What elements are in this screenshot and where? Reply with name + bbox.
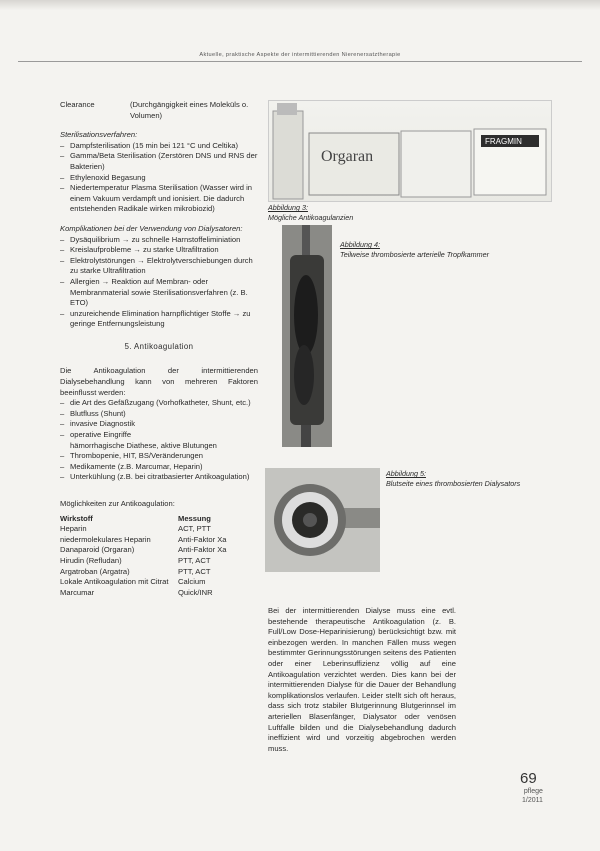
list-item: – Blutfluss (Shunt) bbox=[60, 409, 258, 420]
right-paragraph: Bei der intermittierenden Dialyse muss eine evtl. bestehende therapeutische Antikoagulation (z. B. Full/Low Dose-Heparinisierung) berücksichtigt bzw. mit einbezogen werden. In manchen Fällen muss wegen bestimmter Gerinnungsstörungen seitens des Patienten oder einer Leberinsuffizienz völlig auf eine Antikoagulation verzichtet werden. Dies kann bei der intermittierenden Dialyse für die Dauer der Behandlung komplikationslos verlaufen. Leider stellt sich oft heraus, dass sich trotz stabiler Blutgerinnung Blutgerinnsel im arteriellen Blasenfänger, Dialysator oder venösen Luftfalle bilden und die Dialysebehandlung dadurch ineffizient wird und vorzeitig abgebrochen werden muss. bbox=[268, 606, 456, 753]
figure-title: Abbildung 5: bbox=[386, 469, 426, 478]
clearance-label: Clearance bbox=[60, 100, 95, 109]
table-cell: Calcium bbox=[178, 577, 206, 587]
figure-anticoagulants bbox=[268, 100, 552, 202]
header-rule bbox=[18, 61, 582, 62]
sterilisation-title: Sterilisationsverfahren: bbox=[60, 130, 138, 140]
table-row bbox=[60, 545, 258, 556]
list-item: – Dysäquilibrium → zu schnelle Harnstoffeliminiation bbox=[60, 235, 258, 246]
list-item: hämorrhagische Diathese, aktive Blutungen bbox=[70, 440, 217, 450]
figure-dialyzer bbox=[265, 468, 380, 572]
table-cell: PTT, ACT bbox=[178, 566, 211, 576]
options-title: Möglichkeiten zur Antikoagulation: bbox=[60, 499, 175, 508]
table-row bbox=[60, 567, 258, 578]
anticoag-factors-list bbox=[60, 398, 258, 483]
table-cell: niedermolekulares Heparin bbox=[60, 534, 151, 544]
table-cell: Marcumar bbox=[60, 587, 95, 597]
table-cell: Lokale Antikoagulation mit Citrat bbox=[60, 577, 169, 587]
table-cell: Hirudin (Refludan) bbox=[60, 555, 122, 565]
table-row bbox=[60, 535, 258, 546]
running-header: Aktuelle, praktische Aspekte der intermittierenden Nierenersatztherapie bbox=[199, 52, 401, 58]
table-row bbox=[60, 524, 258, 535]
figure-caption-4 bbox=[340, 240, 545, 259]
table-row bbox=[60, 556, 258, 567]
figure-caption-text: Teilweise thrombosierte arterielle Tropfkammer bbox=[340, 249, 489, 259]
journal-issue: 1/2011 bbox=[522, 797, 543, 804]
complications-list bbox=[60, 235, 258, 330]
table-cell: Heparin bbox=[60, 524, 87, 534]
left-column bbox=[60, 100, 258, 598]
table-row bbox=[60, 588, 258, 599]
list-item: – Thrombopenie, HIT, BS/Veränderungen bbox=[60, 451, 258, 462]
list-item: – operative Eingriffe bbox=[60, 430, 258, 441]
table-cell: Anti-Faktor Xa bbox=[178, 534, 227, 544]
drip-chamber-photo bbox=[282, 225, 332, 447]
list-item: – Gamma/Beta Sterilisation (Zerstören DNS und RNS der Bakterien) bbox=[60, 151, 258, 172]
figure-title: Abbildung 3: bbox=[268, 203, 308, 212]
table-cell: Danaparoid (Orgaran) bbox=[60, 545, 135, 555]
journal-meta bbox=[522, 787, 543, 805]
anticoag-intro: Die Antikoagulation der intermittierenden Dialysebehandlung kann von mehreren Faktoren beeinflusst werden: bbox=[60, 366, 258, 397]
fragmin-label: FRAGMIN bbox=[485, 137, 522, 146]
figure-caption-text: Blutseite eines thrombosierten Dialysators bbox=[386, 478, 521, 488]
dialyzer-photo bbox=[265, 468, 380, 572]
list-item: – die Art des Gefäßzugang (Vorhofkatheter, Shunt, etc.) bbox=[60, 398, 258, 409]
journal-name: pflege bbox=[523, 788, 543, 795]
table-row bbox=[60, 577, 258, 588]
list-item: – Elektrolytstörungen → Elektrolytverschiebungen durch zu starke Ultrafiltration bbox=[60, 256, 258, 277]
complications-section bbox=[60, 224, 258, 330]
anticoagulant-products-illustration bbox=[269, 101, 551, 201]
list-item: – Kreislaufprobleme → zu starke Ultrafiltration bbox=[60, 245, 258, 256]
list-item: – Dampfsterilisation (15 min bei 121 °C und Celtika) bbox=[60, 141, 258, 152]
list-item: – Niedertemperatur Plasma Sterilisation (Wasser wird in einem Vakuum verdampft und ionisiert. Die dadurch entstehenden Radikale wirken mikrobiozid) bbox=[60, 183, 258, 215]
figure-title: Abbildung 4: bbox=[340, 240, 380, 249]
orgaran-label: Orgaran bbox=[321, 148, 374, 165]
clearance-value: (Durchgängigkeit eines Moleküls o. Volumen) bbox=[130, 100, 249, 120]
clearance-row bbox=[60, 100, 258, 121]
column-header: Messung bbox=[178, 513, 211, 523]
complications-title: Komplikationen bei der Verwendung von Dialysatoren: bbox=[60, 223, 243, 233]
table-cell: Anti-Faktor Xa bbox=[178, 545, 227, 555]
list-item: – Ethylenoxid Begasung bbox=[60, 173, 258, 184]
page-number: 69 bbox=[520, 770, 537, 787]
sterilisation-section bbox=[60, 130, 258, 215]
table-cell: ACT, PTT bbox=[178, 524, 211, 534]
figure-caption-3 bbox=[268, 203, 353, 222]
table-header bbox=[60, 514, 258, 525]
list-item: – Medikamente (z.B. Marcumar, Heparin) bbox=[60, 462, 258, 473]
list-item: – unzureichende Elimination harnpflichtiger Stoffe → zu geringe Entfernungsleistung bbox=[60, 309, 258, 330]
list-item: – Unterkühlung (z.B. bei citratbasierter Antikoagulation) bbox=[60, 472, 258, 483]
section-heading: 5. Antikoagulation bbox=[124, 341, 194, 351]
list-item: – Allergien → Reaktion auf Membran- oder Membranmaterial sowie Sterilisationsverfahren (z. B. ETO) bbox=[60, 277, 258, 309]
figure-caption-5 bbox=[386, 469, 536, 488]
anticoagulant-table bbox=[60, 514, 258, 599]
figure-drip-chamber bbox=[282, 225, 332, 447]
sterilisation-list bbox=[60, 141, 258, 215]
scan-edge bbox=[0, 0, 600, 10]
table-cell: Quick/INR bbox=[178, 587, 213, 597]
figure-caption-text: Mögliche Antikoagulanzien bbox=[268, 212, 354, 222]
list-item: – invasive Diagnostik bbox=[60, 419, 258, 430]
column-header: Wirkstoff bbox=[60, 513, 93, 523]
table-cell: PTT, ACT bbox=[178, 555, 211, 565]
table-cell: Argatroban (Argatra) bbox=[60, 566, 130, 576]
